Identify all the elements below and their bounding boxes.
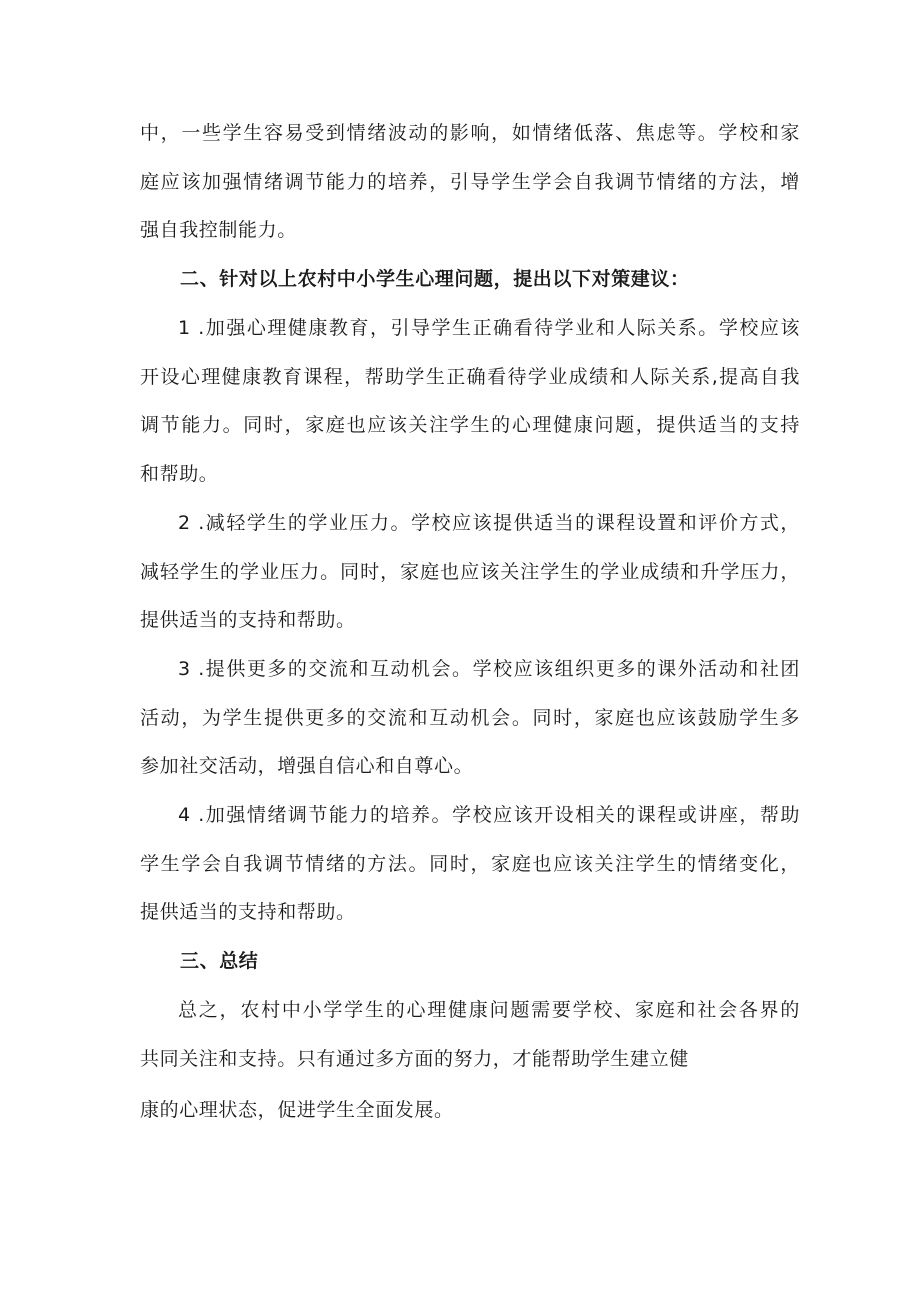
list-item-line: 1 .加强心理健康教育，引导学生正确看待学业和人际关系。学校应该 — [178, 317, 800, 339]
list-item-line: 和帮助。 — [140, 463, 219, 485]
list-item-line: 参加社交活动，增强自信心和自尊心。 — [140, 755, 474, 777]
paragraph-line: 总之，农村中小学学生的心理健康问题需要学校、家庭和社会各界的 — [178, 999, 800, 1021]
section-heading-countermeasures: 二、针对以上农村中小学生心理问题，提出以下对策建议： — [180, 268, 690, 290]
list-item-line: 减轻学生的学业压力。同时，家庭也应该关注学生的学业成绩和升学压力， — [140, 561, 800, 583]
list-item-line: 学生学会自我调节情绪的方法。同时，家庭也应该关注学生的情绪变化， — [140, 853, 800, 875]
paragraph-line: 强自我控制能力。 — [140, 219, 297, 241]
list-item-line: 4 .加强情绪调节能力的培养。学校应该开设相关的课程或讲座，帮助 — [178, 804, 800, 826]
paragraph-line: 共同关注和支持。只有通过多方面的努力，才能帮助学生建立健 — [140, 1048, 689, 1070]
list-item-line: 提供适当的支持和帮助。 — [140, 609, 356, 631]
paragraph-line: 中，一些学生容易受到情绪波动的影响，如情绪低落、焦虑等。学校和家 — [140, 122, 800, 144]
list-item-line: 3 .提供更多的交流和互动机会。学校应该组织更多的课外活动和社团 — [178, 658, 800, 680]
section-heading-summary: 三、总结 — [180, 950, 259, 972]
list-item-line: 2 .减轻学生的学业压力。学校应该提供适当的课程设置和评价方式， — [178, 512, 800, 534]
list-item-line: 调节能力。同时，家庭也应该关注学生的心理健康问题，提供适当的支持 — [140, 414, 800, 436]
list-item-line: 活动，为学生提供更多的交流和互动机会。同时，家庭也应该鼓励学生多 — [140, 707, 800, 729]
list-item-line: 提供适当的支持和帮助。 — [140, 901, 356, 923]
list-item-line: 开设心理健康教育课程，帮助学生正确看待学业成绩和人际关系,提高自我 — [140, 366, 800, 388]
paragraph-line: 康的心理状态，促进学生全面发展。 — [140, 1099, 454, 1121]
paragraph-line: 庭应该加强情绪调节能力的培养，引导学生学会自我调节情绪的方法，增 — [140, 171, 800, 193]
